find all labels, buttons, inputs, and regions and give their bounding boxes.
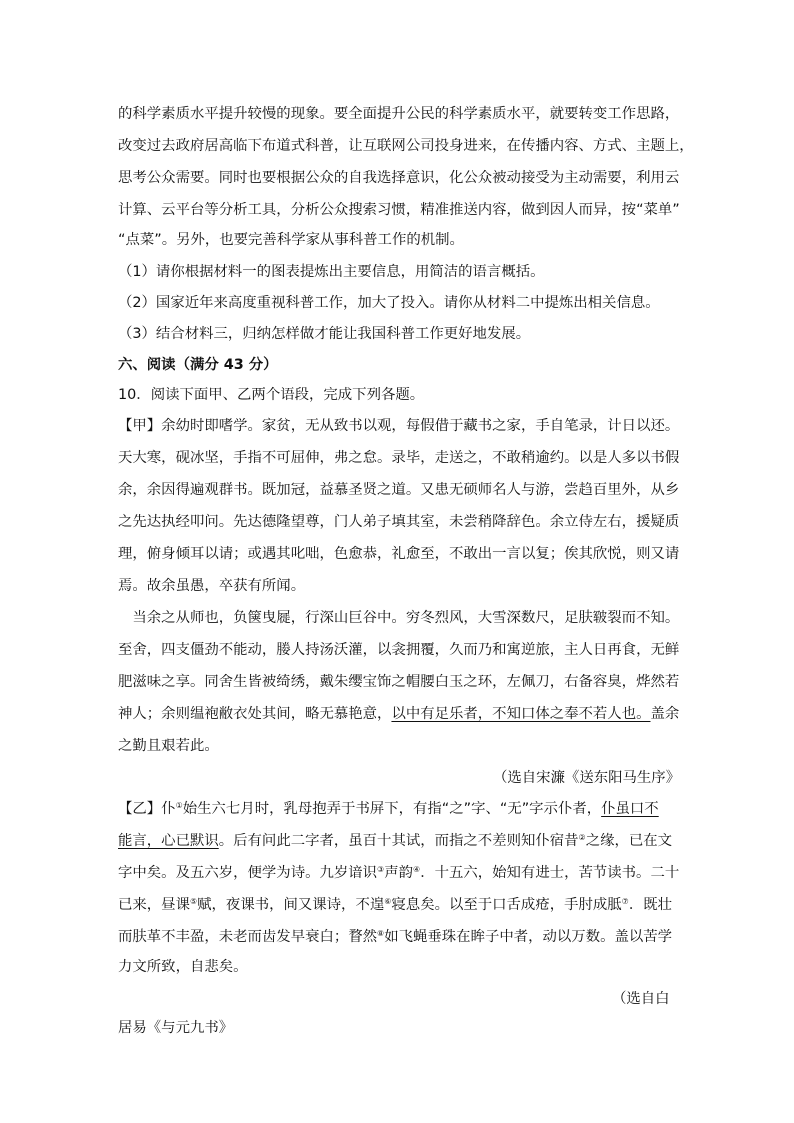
jia-line-6: 焉。故余虽愚，卒获有所闻。 [118,578,306,594]
footnote-marker-7: ⑦ [621,897,629,906]
yi-line-5 [118,927,672,947]
footnote-marker-8: ⑧ [377,929,385,938]
question-10: 10．阅读下面甲、乙两个语段，完成下列各题。 [118,387,425,403]
question-1: （1）请你根据材料一的图表提炼出主要信息，用简洁的语言概括。 [118,264,545,280]
jia-line-10-text: 神人；余则缊袍敝衣处其间，略无慕艳意， [118,706,392,722]
jia-line-5: 理，俯身倾耳以请；或遇其叱咄，色愈恭，礼愈至，不敢出一言以复；俟其欣悦，则又请 [118,546,680,562]
yi-line-2 [118,831,672,851]
yi-line-1 [118,799,659,819]
question-3: （3）结合材料三，归纳怎样做才能让我国科普工作更好地发展。 [118,326,531,342]
jia-line-9: 肥滋味之享。同舍生皆被绮绣，戴朱缨宝饰之帽腰白玉之环，左佩刀，右备容臭，烨然若 [118,674,680,690]
yi-line-4-mid: 赋，夜课书，间又课诗，不遑 [197,897,385,913]
jia-line-1: 【甲】余幼时即嗜学。家贫，无从致书以观，每假借于藏书之家，手自笔录，计日以还。 [118,418,680,434]
jia-line-10 [118,704,679,724]
question-2: （2）国家近年来高度重视科普工作，加大了投入。请你从材料二中提炼出相关信息。 [118,295,660,311]
passage-line-2: 改变过去政府居高临下布道式科普，让互联网公司投身进来，在传播内容、方式、主题上， [118,138,694,154]
footnote-marker-4: ④ [413,865,421,874]
footnote-marker-2: ② [578,833,586,842]
jia-line-10-end: 盖余 [650,706,680,722]
yi-source-part-1: （选自白 [612,991,670,1007]
yi-source-part-2: 居易《与元九书》 [118,1020,234,1036]
jia-line-11: 之勤且艰若此。 [118,738,219,754]
underlined-sentence-jia: 以中有足乐者，不知口体之奉不若人也。 [391,706,651,722]
footnote-marker-6: ⑥ [384,897,392,906]
yi-line-4-text: 已来，昼课 [118,897,190,913]
footnote-marker-3: ③ [377,865,385,874]
jia-line-7: 当余之从师也，负箧曳屣，行深山巨谷中。穷冬烈风，大雪深数尺，足肤皲裂而不知。 [118,610,680,626]
passage-line-4: 计算、云平台等分析工具，分析公众搜索习惯，精准推送内容，做到因人而异，按“菜单” [118,202,680,218]
jia-line-4: 之先达执经叩问。先达德隆望尊，门人弟子填其室，未尝稍降辞色。余立侍左右，援疑质 [118,514,680,530]
section-heading: 六、阅读（满分 43 分） [118,357,278,373]
jia-line-2: 天大寒，砚冰坚，手指不可屈伸，弗之怠。录毕，走送之，不敢稍逾约。以是人多以书假 [118,450,680,466]
yi-line-3-text: 字中矣。及五六岁，便学为诗。九岁谙识 [118,865,378,881]
jia-source: （选自宋濂《送东阳马生序》 [493,770,681,786]
yi-line-1-head: 【乙】仆 [118,801,176,817]
yi-line-2-text: 。后有问此二字者，虽百十其试，而指之不差则知仆宿昔 [218,833,579,849]
footnote-marker-1: ① [175,801,183,810]
jia-line-3: 余，余因得遍观群书。既加冠，益慕圣贤之道。又患无硕师名人与游，尝趋百里外，从乡 [118,482,680,498]
yi-line-3-mid: 声韵 [384,865,414,881]
passage-line-1: 的科学素质水平提升较慢的现象。要全面提升公民的科学素质水平，就要转变工作思路， [118,106,680,122]
yi-line-5-text: 而肤革不丰盈，未老而齿发早衰白；瞀然 [118,929,378,945]
yi-line-1-text: 始生六七月时，乳母抱弄于书屏下，有指“之”字、“无”字示仆者， [182,801,602,817]
yi-line-3-end: ．十五六，始知有进士，苦节读书。二十 [420,865,680,881]
jia-line-8: 至舍，四支僵劲不能动，媵人持汤沃灌，以衾拥覆，久而乃和寓逆旅，主人日再食，无鲜 [118,642,680,658]
yi-line-4-mid-2: 寝息矣。以至于口舌成疮，手肘成胝 [391,897,622,913]
yi-line-6: 力文所致，自悲矣。 [118,959,248,975]
yi-line-4 [118,895,672,915]
underlined-sentence-yi-part-1: 仆虽口不 [601,801,659,817]
yi-line-3 [118,863,679,883]
footnote-marker-5: ⑤ [189,897,198,906]
yi-line-4-end: ．既壮 [628,897,673,913]
yi-line-2-end: 之缘，已在文 [585,833,673,849]
passage-line-5: “点菜”。另外，也要完善科学家从事科普工作的机制。 [118,232,464,248]
underlined-sentence-yi-part-2: 能言，心已默识 [118,833,219,849]
yi-line-5-end: 如飞蝇垂珠在眸子中者，动以万数。盖以苦学 [384,929,673,945]
passage-line-3: 思考公众需要。同时也要根据公众的自我选择意识，化公众被动接受为主动需要，利用云 [118,170,680,186]
